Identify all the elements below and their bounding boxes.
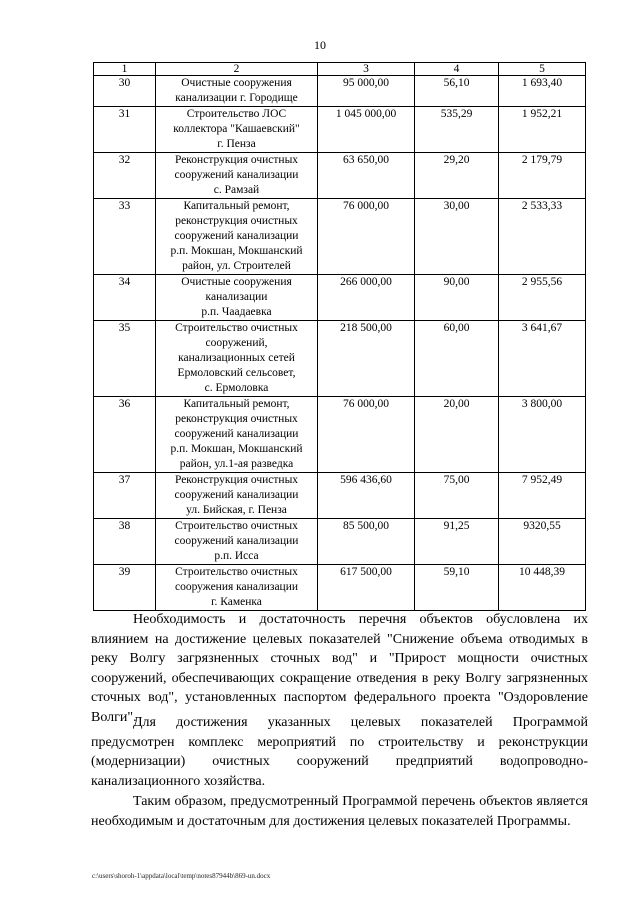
header-cell: 5 (499, 63, 586, 76)
object-name-line: коллектора "Кашаевский" (173, 123, 300, 135)
object-name-line: р.п. Исса (214, 550, 259, 562)
table-row (94, 473, 586, 519)
object-name-line: Очистные сооружения (181, 77, 292, 89)
row-number-cell: 35 (94, 321, 156, 397)
object-name-cell (156, 275, 318, 321)
header-cell: 2 (156, 63, 318, 76)
unit-cost-cell: 2 955,56 (499, 275, 586, 321)
object-name-line: Очистные сооружения (181, 276, 292, 288)
cost-cell: 266 000,00 (318, 275, 415, 321)
row-number-cell: 32 (94, 153, 156, 199)
object-name-line: Реконструкция очистных (174, 474, 299, 486)
cost-cell: 218 500,00 (318, 321, 415, 397)
unit-cost-cell: 1 693,40 (499, 76, 586, 107)
object-name-cell (156, 397, 318, 473)
object-name-line: г. Каменка (211, 596, 262, 608)
table-row (94, 199, 586, 275)
object-name-line: сооружений, (205, 337, 268, 349)
object-name-line: район, ул.1-ая разведка (179, 458, 294, 470)
cost-cell: 76 000,00 (318, 199, 415, 275)
cost-cell: 85 500,00 (318, 519, 415, 565)
cost-cell: 1 045 000,00 (318, 107, 415, 153)
table-row (94, 107, 586, 153)
object-name-line: канализации г. Городище (175, 92, 298, 104)
object-name-line: реконструкция очистных (175, 215, 298, 227)
capacity-cell: 29,20 (415, 153, 499, 199)
object-name-cell (156, 565, 318, 611)
object-name-line: с. Рамзай (213, 184, 260, 196)
object-name-line: сооружения канализации (174, 581, 299, 593)
object-name-line: р.п. Мокшан, Мокшанский (170, 443, 303, 455)
unit-cost-cell: 1 952,21 (499, 107, 586, 153)
table-row (94, 519, 586, 565)
cost-cell: 63 650,00 (318, 153, 415, 199)
paragraph-measures: Для достижения указанных целевых показателей Программой предусмотрен комплекс мероприятий по строительству и реконструкции (модернизации) очистных сооружений предприятий водопроводно-канализационного хозяйства. (91, 715, 588, 789)
row-number-cell: 36 (94, 397, 156, 473)
table-row (94, 275, 586, 321)
header-cell: 1 (94, 63, 156, 76)
object-name-line: Строительство очистных (175, 566, 298, 578)
object-name-line: сооружений канализации (174, 169, 299, 181)
object-name-cell (156, 76, 318, 107)
unit-cost-cell: 2 179,79 (499, 153, 586, 199)
object-name-line: ул. Бийская, г. Пенза (186, 504, 287, 516)
capacity-cell: 90,00 (415, 275, 499, 321)
file-path-footer: c:\users\shoroh-1\appdata\local\temp\notes87944b\869-un.docx (92, 872, 271, 880)
object-name-line: Капитальный ремонт, (183, 398, 290, 410)
cost-cell: 95 000,00 (318, 76, 415, 107)
object-name-cell (156, 107, 318, 153)
object-name-cell (156, 321, 318, 397)
capacity-cell: 30,00 (415, 199, 499, 275)
object-name-line: канализационных сетей (178, 352, 295, 364)
table-row (94, 397, 586, 473)
unit-cost-cell: 10 448,39 (499, 565, 586, 611)
capacity-cell: 535,29 (415, 107, 499, 153)
object-name-line: г. Пенза (217, 138, 256, 150)
object-name-line: сооружений канализации (174, 535, 299, 547)
capacity-cell: 91,25 (415, 519, 499, 565)
page-number: 10 (314, 38, 326, 52)
unit-cost-cell: 9320,55 (499, 519, 586, 565)
object-name-line: Капитальный ремонт, (183, 200, 290, 212)
object-name-line: сооружений канализации (174, 428, 299, 440)
table-row (94, 76, 586, 107)
row-number-cell: 37 (94, 473, 156, 519)
table-row (94, 153, 586, 199)
table-header-row (94, 63, 586, 76)
object-name-line: канализации (205, 291, 268, 303)
header-cell: 4 (415, 63, 499, 76)
header-cell: 3 (318, 63, 415, 76)
table-row (94, 321, 586, 397)
object-name-line: Реконструкция очистных (174, 154, 299, 166)
unit-cost-cell: 3 641,67 (499, 321, 586, 397)
object-name-line: р.п. Мокшан, Мокшанский (170, 245, 303, 257)
capacity-cell: 20,00 (415, 397, 499, 473)
capacity-cell: 59,10 (415, 565, 499, 611)
object-name-line: Ермоловский сельсовет, (177, 367, 296, 379)
row-number-cell: 38 (94, 519, 156, 565)
objects-table (93, 62, 586, 611)
cost-cell: 617 500,00 (318, 565, 415, 611)
capacity-cell: 60,00 (415, 321, 499, 397)
object-name-cell (156, 473, 318, 519)
paragraph-necessity: Необходимость и достаточность перечня объектов обусловлена их влиянием на достижение целевых показателей "Снижение объема отводимых в реку Волгу загрязненных сточных вод" и "Прирост мощности очистных сооружений, обеспечивающих сокращение отведения в реку Волгу загрязненных сточных вод", установленных паспортом федерального проекта "Оздоровление Волги". (91, 612, 588, 725)
object-name-cell (156, 199, 318, 275)
cost-cell: 596 436,60 (318, 473, 415, 519)
cost-cell: 76 000,00 (318, 397, 415, 473)
object-name-line: Строительство очистных (175, 520, 298, 532)
unit-cost-cell: 3 800,00 (499, 397, 586, 473)
object-name-line: с. Ермоловка (204, 382, 269, 394)
unit-cost-cell: 7 952,49 (499, 473, 586, 519)
table-body (94, 76, 586, 611)
object-name-cell (156, 153, 318, 199)
paragraph-conclusion: Таким образом, предусмотренный Программой перечень объектов является необходимым и достаточным для достижения целевых показателей Программы. (91, 794, 588, 829)
object-name-cell (156, 519, 318, 565)
object-name-line: сооружений канализации (174, 230, 299, 242)
object-name-line: сооружений канализации (174, 489, 299, 501)
object-name-line: Строительство очистных (175, 322, 298, 334)
object-name-line: Строительство ЛОС (186, 108, 287, 120)
object-name-line: р.п. Чаадаевка (201, 306, 272, 318)
row-number-cell: 31 (94, 107, 156, 153)
row-number-cell: 34 (94, 275, 156, 321)
row-number-cell: 39 (94, 565, 156, 611)
table-row (94, 565, 586, 611)
capacity-cell: 75,00 (415, 473, 499, 519)
object-name-line: район, ул. Строителей (182, 260, 291, 272)
row-number-cell: 33 (94, 199, 156, 275)
unit-cost-cell: 2 533,33 (499, 199, 586, 275)
capacity-cell: 56,10 (415, 76, 499, 107)
row-number-cell: 30 (94, 76, 156, 107)
object-name-line: реконструкция очистных (175, 413, 298, 425)
